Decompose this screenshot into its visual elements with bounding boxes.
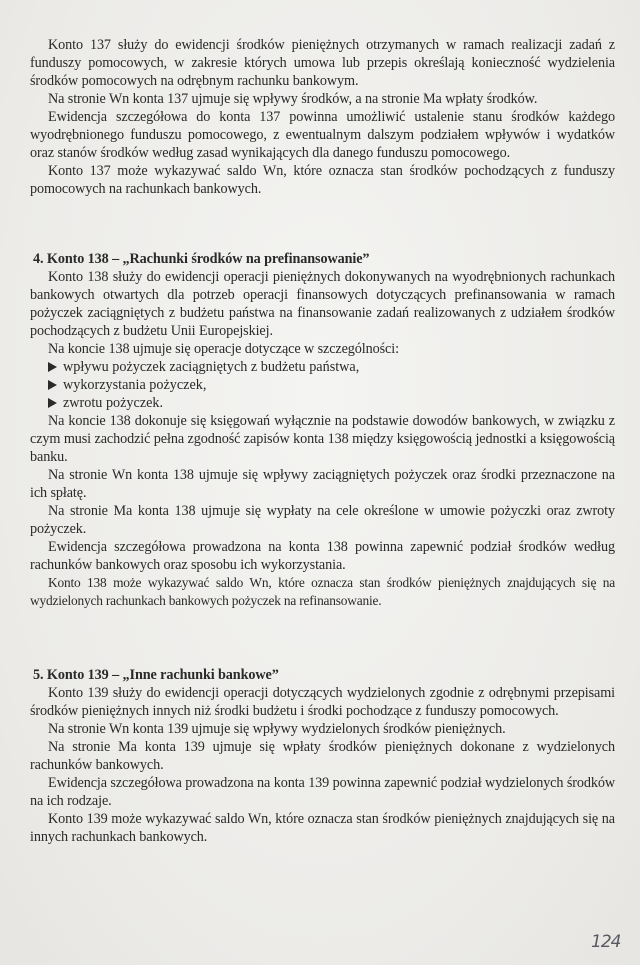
paragraph: Na koncie 138 dokonuje się księgowań wyłącznie na podstawie dowodów bankowych, w związku z czym musi zachodzić pełna zgodność zapisów konta 138 między księgowością jednostki a księgowością banku. [30,413,615,465]
paragraph: Ewidencja szczegółowa do konta 137 powinna umożliwić ustalenie stanu środków każdego wyodrębnionego funduszu pomocowego, z ewentualnym dalszym podziałem wpływów i wydatków oraz stanów środków według zasad wynikających dla danego funduszu pomocowego. [30,109,615,161]
paragraph: Na stronie Wn konta 137 ujmuje się wpływy środków, a na stronie Ma wpłaty środków. [48,91,538,107]
section-heading: 4. Konto 138 – „Rachunki środków na prefinansowanie” [33,251,370,267]
list-intro: Na koncie 138 ujmuje się operacje dotyczące w szczególności: [48,341,399,357]
paragraph: Na stronie Wn konta 139 ujmuje się wpływy wydzielonych środków pieniężnych. [48,721,506,737]
document-page [30,36,615,846]
paragraph: Ewidencja szczegółowa prowadzona na konta 138 powinna zapewnić podział środków według rachunków bankowych oraz sposobu ich wykorzystania. [30,539,615,573]
paragraph: Ewidencja szczegółowa prowadzona na konta 139 powinna zapewnić podział wydzielonych środków na ich rodzaje. [30,775,615,809]
section-heading: 5. Konto 139 – „Inne rachunki bankowe” [33,667,279,683]
triangle-right-icon [48,380,57,390]
paragraph: Na stronie Ma konta 138 ujmuje się wypłaty na cele określone w umowie pożyczki oraz zwroty pożyczek. [30,503,615,537]
list-item-text: zwrotu pożyczek. [63,395,164,411]
list-item-text: wpływu pożyczek zaciągniętych z budżetu państwa, [63,359,360,375]
triangle-right-icon [48,398,57,408]
paragraph: Na stronie Wn konta 138 ujmuje się wpływy zaciągniętych pożyczek oraz środki przeznaczone na ich spłatę. [30,467,615,501]
paragraph: Konto 139 może wykazywać saldo Wn, które oznacza stan środków pieniężnych znajdujących się na innych rachunkach bankowych. [30,811,615,845]
paragraph: Na stronie Ma konta 139 ujmuje się wpłaty środków pieniężnych dokonane z wydzielonych rachunków bankowych. [30,739,615,773]
section-spacer [30,198,615,250]
list-item [30,394,615,412]
list-item-text: wykorzystania pożyczek, [63,377,207,393]
paragraph: Konto 139 służy do ewidencji operacji dotyczących wydzielonych zgodnie z odrębnymi przepisami środków pieniężnych innych niż środki budżetu i środki pochodzące z funduszy pomocowych. [30,685,615,719]
section-konto-139 [30,666,615,846]
section-konto-137 [30,36,615,198]
section-spacer [30,610,615,666]
list-item [30,376,615,394]
paragraph: Konto 137 służy do ewidencji środków pieniężnych otrzymanych w ramach realizacji zadań z funduszy pomocowych, w zakresie których umowa lub przepis określają konieczność wydzielenia środków pomocowych na odrębnym rachunku bankowym. [30,37,615,89]
paragraph: Konto 138 służy do ewidencji operacji pieniężnych dokonywanych na wyodrębnionych rachunkach bankowych otwartych dla potrzeb operacji finansowych dotyczących prefinansowania w ramach pożyczek zaciągniętych z budżetu państwa na finansowanie zadań realizowanych z udziałem środków pochodzących z budżetu Unii Europejskiej. [30,269,615,339]
section-konto-138 [30,250,615,610]
paragraph: Konto 138 może wykazywać saldo Wn, które oznacza stan środków pieniężnych znajdujących się na wydzielonych rachunkach bankowych pożyczek na refinansowanie. [30,575,615,608]
list-item [30,358,615,376]
triangle-right-icon [48,362,57,372]
handwritten-page-number: 124 [591,932,621,952]
paragraph: Konto 137 może wykazywać saldo Wn, które oznacza stan środków pochodzących z funduszy pomocowych na rachunkach bankowych. [30,163,615,197]
